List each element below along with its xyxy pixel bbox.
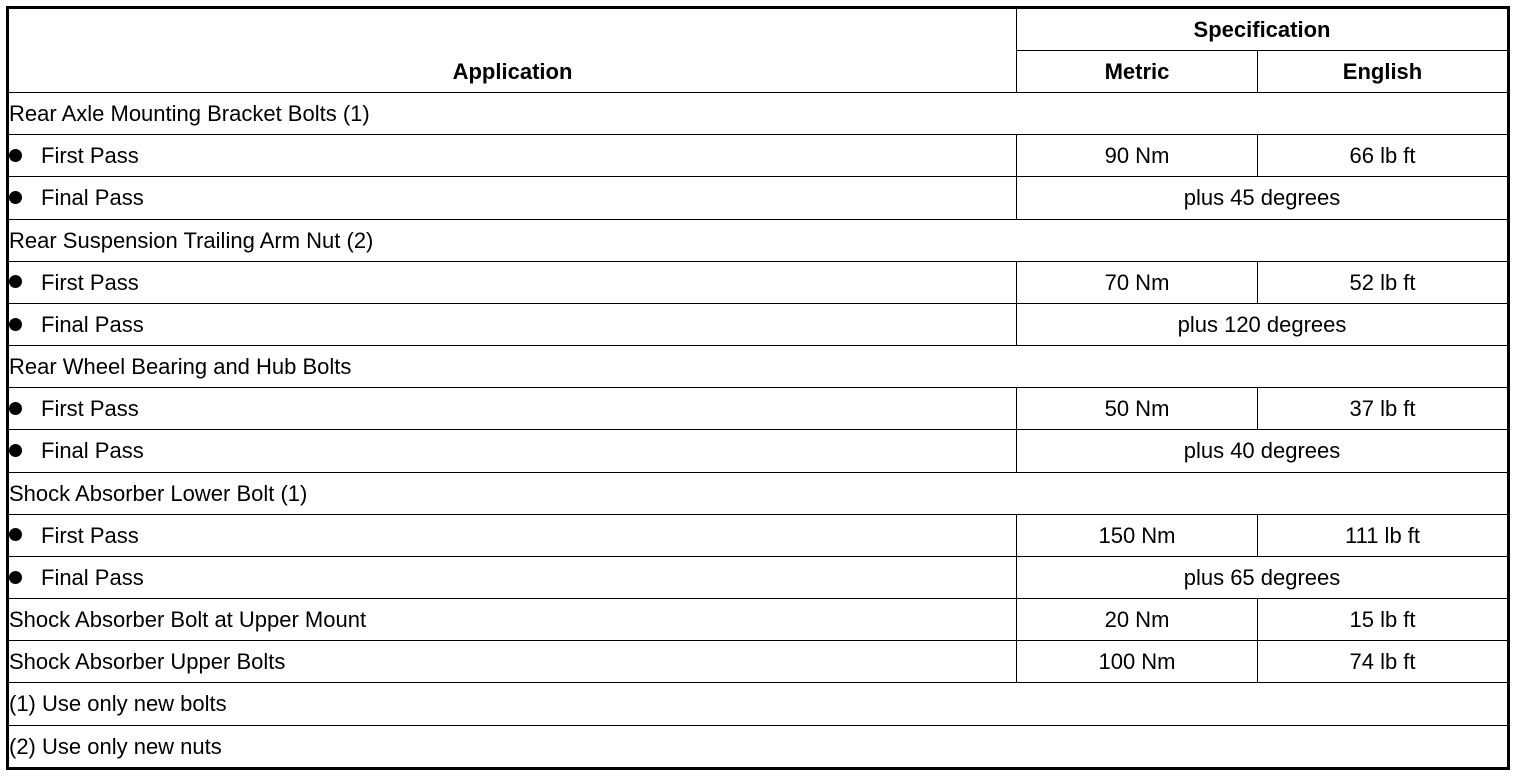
step-label: Final Pass <box>41 438 144 464</box>
group-row <box>8 346 1509 388</box>
bullet-icon <box>9 571 22 584</box>
metric-value: 70 Nm <box>1017 261 1258 303</box>
english-value: 74 lb ft <box>1258 641 1509 683</box>
step-row <box>8 388 1509 430</box>
metric-value: 50 Nm <box>1017 388 1258 430</box>
step-row <box>8 430 1509 472</box>
angle-value: plus 45 degrees <box>1017 177 1509 219</box>
single-row <box>8 599 1509 641</box>
step-label: Final Pass <box>41 311 144 337</box>
group-label: Rear Wheel Bearing and Hub Bolts <box>8 346 1509 388</box>
header-application: Application <box>8 8 1017 93</box>
step-label: First Pass <box>41 522 139 548</box>
metric-value: 20 Nm <box>1017 599 1258 641</box>
step-label: First Pass <box>41 396 139 422</box>
step-label: Final Pass <box>41 185 144 211</box>
step-row <box>8 514 1509 556</box>
english-value: 37 lb ft <box>1258 388 1509 430</box>
angle-value: plus 40 degrees <box>1017 430 1509 472</box>
metric-value: 100 Nm <box>1017 641 1258 683</box>
bullet-icon <box>9 444 22 457</box>
step-label: First Pass <box>41 269 139 295</box>
step-label: First Pass <box>41 143 139 169</box>
step-label-cell <box>8 303 1017 345</box>
application-label: Shock Absorber Bolt at Upper Mount <box>8 599 1017 641</box>
english-value: 15 lb ft <box>1258 599 1509 641</box>
angle-value: plus 120 degrees <box>1017 303 1509 345</box>
step-label: Final Pass <box>41 564 144 590</box>
step-label-cell <box>8 135 1017 177</box>
note-text: (1) Use only new bolts <box>8 683 1509 725</box>
english-value: 66 lb ft <box>1258 135 1509 177</box>
english-value: 111 lb ft <box>1258 514 1509 556</box>
step-row <box>8 261 1509 303</box>
bullet-icon <box>9 528 22 541</box>
torque-spec-table <box>6 6 1510 770</box>
group-label: Shock Absorber Lower Bolt (1) <box>8 472 1509 514</box>
bullet-icon <box>9 318 22 331</box>
step-label-cell <box>8 556 1017 598</box>
note-row <box>8 725 1509 768</box>
step-row <box>8 135 1509 177</box>
header-english: English <box>1258 51 1509 93</box>
group-row <box>8 472 1509 514</box>
english-value: 52 lb ft <box>1258 261 1509 303</box>
step-label-cell <box>8 430 1017 472</box>
metric-value: 150 Nm <box>1017 514 1258 556</box>
step-row <box>8 177 1509 219</box>
bullet-icon <box>9 149 22 162</box>
application-label: Shock Absorber Upper Bolts <box>8 641 1017 683</box>
step-label-cell <box>8 514 1017 556</box>
step-row <box>8 556 1509 598</box>
bullet-icon <box>9 275 22 288</box>
step-label-cell <box>8 177 1017 219</box>
step-label-cell <box>8 261 1017 303</box>
angle-value: plus 65 degrees <box>1017 556 1509 598</box>
single-row <box>8 641 1509 683</box>
header-row-1 <box>8 8 1509 51</box>
group-label: Rear Axle Mounting Bracket Bolts (1) <box>8 93 1509 135</box>
note-text: (2) Use only new nuts <box>8 725 1509 768</box>
header-metric: Metric <box>1017 51 1258 93</box>
bullet-icon <box>9 402 22 415</box>
note-row <box>8 683 1509 725</box>
header-specification: Specification <box>1017 8 1509 51</box>
bullet-icon <box>9 191 22 204</box>
metric-value: 90 Nm <box>1017 135 1258 177</box>
step-label-cell <box>8 388 1017 430</box>
group-row <box>8 219 1509 261</box>
group-row <box>8 93 1509 135</box>
group-label: Rear Suspension Trailing Arm Nut (2) <box>8 219 1509 261</box>
step-row <box>8 303 1509 345</box>
